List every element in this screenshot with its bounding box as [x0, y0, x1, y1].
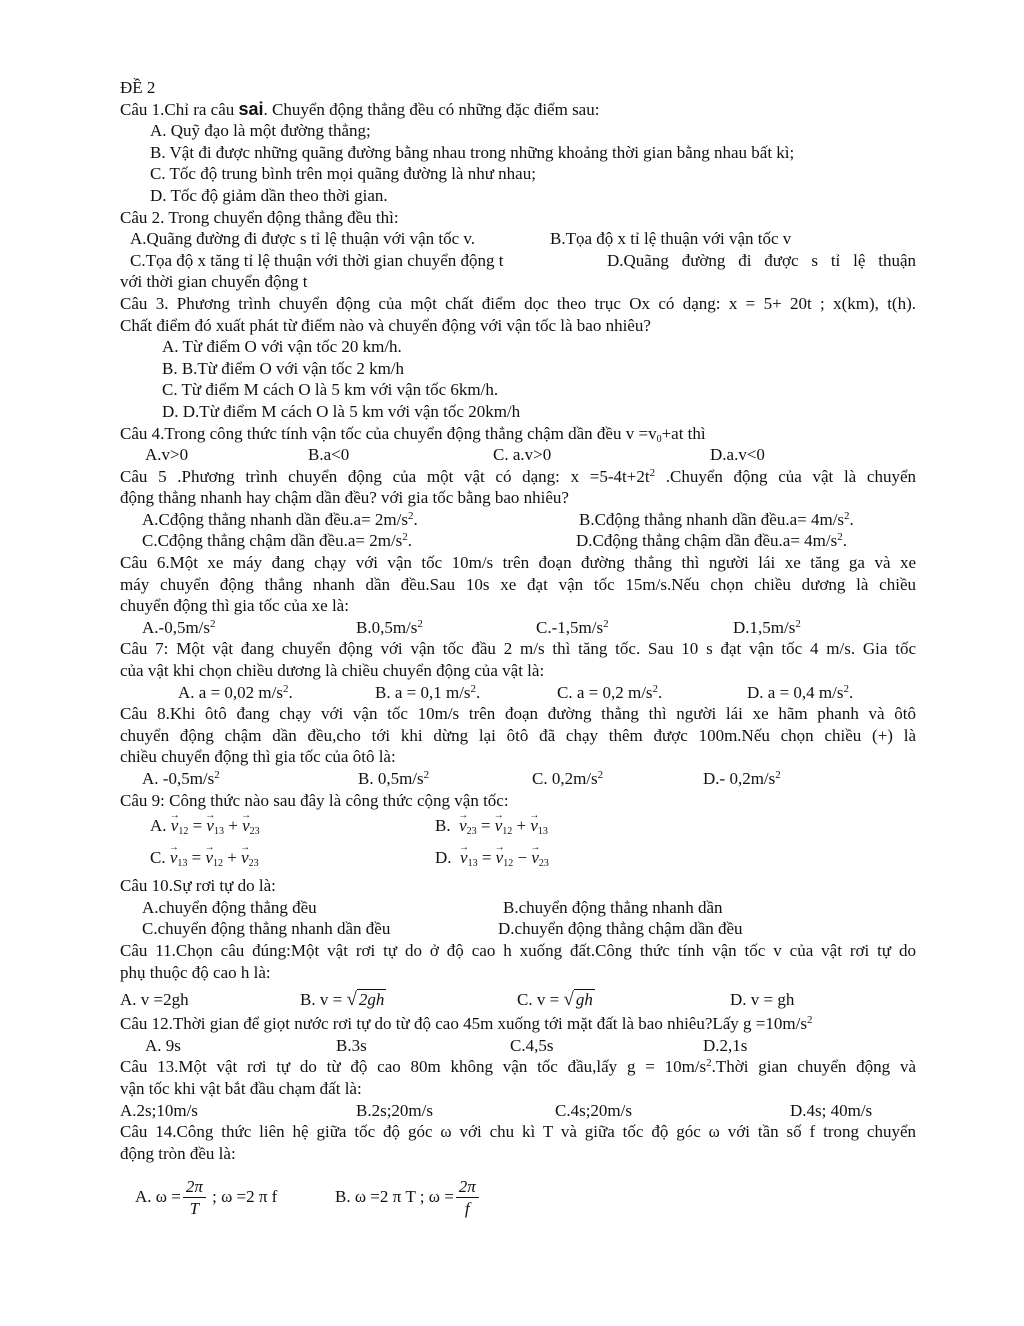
q11-c-radicand: gh: [575, 990, 593, 1010]
q9-b-plus: +: [512, 816, 531, 836]
q10-row-1: [120, 897, 916, 919]
q7-option-b: [375, 682, 480, 704]
q11-c-text: C. v =: [517, 990, 564, 1010]
q9-option-b: [435, 815, 548, 837]
q13-options: [120, 1100, 916, 1122]
q2-option-d-cont: với thời gian chuyển động t: [120, 272, 308, 292]
question-8-stem: Câu 8.Khi ôtô đang chạy với vận tốc 10m/s trên đoạn đường thẳng thì người lái xe hãm phanh và ôtô: [120, 704, 916, 724]
q5-option-c: [142, 530, 412, 552]
q12-options: [120, 1035, 916, 1057]
q4-options: [120, 444, 916, 466]
q9-a-eq: =: [188, 816, 207, 836]
q11-options: [120, 985, 916, 1013]
q5-b-exp: 2: [844, 509, 850, 522]
q9-b-label: B.: [435, 816, 451, 836]
q8-b-text: B. 0,5m/s: [358, 769, 424, 788]
q14-option-b: [335, 1172, 481, 1222]
q9-c-label: C.: [150, 848, 166, 868]
q11-b-sqrt: [346, 989, 386, 1011]
question-9-stem: Câu 9: Công thức nào sau đây là công thức cộng vận tốc:: [120, 790, 509, 810]
q6-d-exp: 2: [795, 617, 801, 630]
q11-b-text: B. v =: [300, 990, 347, 1010]
q5-option-d: [576, 530, 847, 552]
question-14-stem-cont: động tròn đều là:: [120, 1143, 236, 1163]
q5-stem-text: Câu 5 .Phương trình chuyển động của một vật có dạng: x =5-4t+2t: [120, 466, 650, 486]
question-6-stem: Câu 6.Một xe máy đang chạy với vận tốc 10m/s trên đoạn đường thẳng thì người lái xe tăng ga và xe: [120, 553, 916, 573]
q5-option-b: [579, 509, 854, 531]
q11-option-b: [300, 989, 386, 1011]
q14-b-text: B. ω =2 π T ; ω =: [335, 1187, 454, 1207]
q14-options: [120, 1172, 916, 1222]
question-14-stem: Câu 14.Công thức liên hệ giữa tốc độ góc ω với chu kì T và giữa tốc độ góc ω với tần số f trong chuyển: [120, 1122, 916, 1142]
q2-option-b: B.Tọa độ x tỉ lệ thuận với vận tốc v: [550, 229, 792, 249]
question-13-stem-cont: vận tốc khi vật bắt đầu chạm đất là:: [120, 1078, 362, 1098]
q6-option-b: [356, 617, 423, 639]
q6-b-exp: 2: [417, 617, 423, 630]
q12-option-b: B.3s: [336, 1035, 367, 1055]
q4-option-a: A.v>0: [145, 445, 189, 465]
q13-option-d: D.4s; 40m/s: [790, 1100, 873, 1120]
q8-d-exp: 2: [775, 769, 781, 781]
q8-option-c: [532, 768, 603, 790]
q14-a-text: A. ω =: [135, 1187, 181, 1207]
q2-option-d: D.Quãng đường đi được s tỉ lệ thuận: [607, 250, 916, 270]
q8-b-exp: 2: [423, 769, 430, 781]
q9-c-sub-1: 13: [177, 858, 188, 870]
q5-row-1: [120, 509, 916, 531]
q8-option-a: [142, 768, 220, 790]
q2-row-2: [120, 250, 916, 272]
q12-option-d: D.2,1s: [703, 1035, 748, 1055]
q9-a-vec-1: → v: [171, 815, 179, 837]
q7-option-d: [747, 682, 853, 704]
q6-c-exp: 2: [603, 617, 609, 630]
q6-c-text: C.-1,5m/s: [536, 617, 604, 637]
q5-a-exp: 2: [407, 509, 414, 522]
question-7-stem: Câu 7: Một vật đang chuyển động với vận tốc đầu 2 m/s thì tăng tốc. Sau 10 s đạt vận tốc 4 m/s. Gia tốc: [120, 639, 916, 659]
q11-c-sqrt: [563, 989, 594, 1011]
q1-suffix: . Chuyển động thẳng đều có những đặc điểm sau:: [263, 99, 600, 119]
q9-c-vec-3: → v: [241, 847, 249, 869]
q9-d-sub-3: 23: [538, 858, 549, 870]
exam-title: ĐỀ 2: [120, 78, 156, 97]
q9-d-vec-2: → v: [496, 847, 504, 869]
q6-option-a: [142, 617, 216, 639]
q6-options: [120, 617, 916, 639]
q1-option-b: B. Vật đi được những quãng đường bằng nhau trong những khoảng thời gian bằng nhau bất kì;: [150, 142, 795, 162]
q6-d-text: D.1,5m/s: [733, 617, 796, 637]
question-7-stem-cont: của vật khi chọn chiều dương là chiều chuyển động của vật là:: [120, 661, 545, 681]
q7-d-exp: 2: [843, 682, 849, 695]
q7-a-dot: .: [288, 682, 293, 702]
q8-d-text: D.- 0,2m/s: [703, 769, 776, 788]
q1-bold-word: sai: [238, 98, 264, 119]
q4-option-d: D.a.v<0: [710, 445, 765, 465]
q7-b-dot: .: [476, 682, 481, 702]
q5-d-exp: 2: [837, 531, 843, 544]
q13-stem-text: Câu 13.Một vật rơi tự do từ độ cao 80m không vận tốc đầu,lấy g = 10m/s: [120, 1057, 707, 1077]
q5-stem-end: .Chuyển động của vật là chuyển: [655, 466, 916, 486]
q7-options: [120, 682, 916, 704]
q9-c-eq: =: [187, 848, 206, 868]
question-8-stem-end: chiều chuyển động thì gia tốc của ôtô là:: [120, 747, 396, 767]
q10-option-d: D.chuyển động thẳng chậm dần đều: [498, 919, 743, 939]
q9-a-vec-3: → v: [242, 815, 250, 837]
q9-option-c: [150, 847, 259, 869]
q9-option-d: [435, 847, 549, 869]
q7-option-c: [557, 682, 662, 704]
question-2-stem: Câu 2. Trong chuyển động thẳng đều thì:: [120, 207, 399, 227]
q6-b-text: B.0,5m/s: [356, 617, 418, 637]
q14-a-denominator: T: [189, 1198, 200, 1218]
q3-option-d: D. D.Từ điểm M cách O là 5 km với vận tốc 20km/h: [162, 401, 521, 421]
q14-b-fraction: [456, 1177, 479, 1220]
q7-a-exp: 2: [282, 682, 289, 695]
exam-content: [120, 77, 916, 1222]
q5-c-exp: 2: [402, 531, 408, 544]
q3-option-c: C. Từ điểm M cách O là 5 km với vận tốc 6km/h.: [162, 380, 499, 400]
q9-d-sub-2: 12: [503, 858, 514, 870]
q10-option-b: B.chuyển động thẳng nhanh dần: [503, 897, 723, 917]
q10-option-c: C.chuyển động thẳng nhanh dần đều: [142, 919, 391, 939]
q9-d-eq: =: [477, 848, 496, 868]
q12-stem-text: Câu 12.Thời gian để giọt nước rơi tự do từ độ cao 45m xuống tới mặt đất là bao nhiêu?Lấy g =10m/s: [120, 1014, 807, 1034]
q8-a-exp: 2: [214, 769, 220, 781]
q5-a-dot: .: [413, 509, 418, 529]
question-13-stem: [120, 1056, 916, 1078]
q9-c-sub-2: 12: [213, 858, 224, 870]
question-3-stem-cont: Chất điểm đó xuất phát từ điểm nào và chuyển động với vận tốc là bao nhiêu?: [120, 315, 651, 335]
q9-b-vec-3: → v: [530, 815, 538, 837]
q1-option-c: C. Tốc độ trung bình trên mọi quãng đường là như nhau;: [150, 164, 536, 184]
q7-option-a: [178, 682, 293, 704]
q9-c-vec-1: → v: [170, 847, 178, 869]
q9-b-eq: =: [476, 816, 495, 836]
q4-stem-end: +at thì: [661, 423, 706, 443]
q9-a-vec-2: → v: [206, 815, 214, 837]
question-5-stem: [120, 466, 916, 488]
q14-b-denominator: f: [464, 1198, 470, 1218]
question-10-stem: Câu 10.Sự rơi tự do là:: [120, 876, 276, 896]
q9-row-2: [120, 847, 916, 875]
q8-option-b: [358, 768, 429, 790]
q7-d-dot: .: [848, 682, 854, 702]
q4-subscript: 0: [656, 433, 662, 445]
q13-option-a: A.2s;10m/s: [120, 1100, 198, 1120]
q3-option-b: B. B.Từ điểm O với vận tốc 2 km/h: [162, 358, 405, 378]
q11-option-c: [517, 989, 595, 1011]
q11-option-a: A. v =2gh: [120, 990, 189, 1010]
q9-d-vec-3: → v: [531, 847, 539, 869]
q9-a-label: A.: [150, 816, 167, 836]
q9-a-sub-3: 23: [249, 826, 260, 838]
q5-c-dot: .: [407, 531, 413, 551]
q7-b-text: B. a = 0,1 m/s: [375, 682, 471, 702]
q9-b-sub-1: 23: [466, 826, 477, 838]
q9-b-vec-1: → v: [459, 815, 467, 837]
q7-c-text: C. a = 0,2 m/s: [557, 682, 653, 702]
question-6-stem-end: chuyển động thì gia tốc của xe là:: [120, 596, 349, 616]
question-11-stem: Câu 11.Chọn câu đúng:Một vật rơi tự do ở độ cao h xuống đất.Công thức tính vận tốc v của vật rơi tự do: [120, 940, 916, 960]
question-6-stem-cont: máy chuyển động thẳng nhanh dần đều.Sau 10s xe đạt vận tốc 15m/s.Nếu chọn chiều dương là chiều: [120, 574, 916, 594]
q2-row-1: [120, 228, 916, 250]
q7-c-dot: .: [658, 682, 663, 702]
q1-option-a: A. Quỹ đạo là một đường thẳng;: [150, 121, 371, 141]
radical-icon: √: [563, 989, 574, 1011]
q9-c-plus: +: [223, 848, 242, 868]
q9-a-sub-1: 12: [178, 826, 189, 838]
q12-option-c: C.4,5s: [510, 1035, 554, 1055]
question-8-stem-cont: chuyển động chậm dần đều,cho tới khi dừng lại ôtô đã chạy thêm được 100m.Nếu chọn chiều (+) là: [120, 725, 916, 745]
q7-b-exp: 2: [470, 682, 477, 695]
q9-b-sub-3: 13: [537, 826, 548, 838]
q5-c-text: C.Cđộng thẳng chậm dần đều.a= 2m/s: [142, 531, 403, 551]
question-5-stem-cont: động thẳng nhanh hay chậm dần đều? với gia tốc bằng bao nhiêu?: [120, 488, 569, 508]
q9-a-sub-2: 13: [213, 826, 224, 838]
q7-a-text: A. a = 0,02 m/s: [178, 682, 283, 702]
q4-option-c: C. a.v>0: [493, 445, 552, 465]
q13-stem-end: .Thời gian chuyển động và: [711, 1057, 916, 1077]
question-12-stem: [120, 1013, 916, 1035]
q2-option-c: C.Tọa độ x tăng tỉ lệ thuận với thời gian chuyển động t: [130, 250, 504, 270]
radical-icon: √: [346, 989, 357, 1011]
q6-option-c: [536, 617, 609, 639]
q8-option-d: [703, 768, 781, 790]
q4-stem-text: Câu 4.Trong công thức tính vận tốc của chuyển động thẳng chậm dần đều v =v: [120, 423, 657, 443]
question-3-stem: Câu 3. Phương trình chuyển động của một chất điểm dọc theo trục Ox có dạng: x = 5+ 20t ; x(km), t(h).: [120, 293, 916, 313]
q3-option-a: A. Từ điểm O với vận tốc 20 km/h.: [162, 337, 402, 357]
q8-options: [120, 768, 916, 790]
q9-c-vec-2: → v: [205, 847, 213, 869]
q14-b-numerator: 2π: [456, 1177, 479, 1198]
q9-d-minus: −: [513, 848, 532, 868]
question-4-stem: [120, 423, 916, 445]
q2-option-a: A.Quãng đường đi được s tỉ lệ thuận với vận tốc v.: [130, 229, 476, 249]
q5-option-a: [142, 509, 418, 531]
q9-b-sub-2: 12: [502, 826, 513, 838]
q1-option-d: D. Tốc độ giảm dần theo thời gian.: [150, 185, 388, 205]
q14-a-numerator: 2π: [183, 1177, 206, 1198]
q13-option-b: B.2s;20m/s: [356, 1100, 433, 1120]
q8-c-text: C. 0,2m/s: [532, 769, 598, 788]
q5-b-dot: .: [849, 509, 854, 529]
q8-c-exp: 2: [597, 769, 604, 781]
q5-b-text: B.Cđộng thẳng nhanh dần đều.a= 4m/s: [579, 509, 845, 529]
q5-superscript: 2: [649, 466, 656, 479]
q12-exp: 2: [806, 1014, 813, 1027]
q10-option-a: A.chuyển động thẳng đều: [142, 897, 317, 917]
q5-d-dot: .: [842, 531, 847, 551]
question-1-stem: [120, 99, 916, 121]
q5-d-text: D.Cđộng thẳng chậm dần đều.a= 4m/s: [576, 531, 838, 551]
q9-d-sub-1: 13: [467, 858, 478, 870]
q14-a-fraction: [183, 1177, 206, 1220]
q9-option-a: [150, 815, 260, 837]
q10-row-2: [120, 918, 916, 940]
q9-c-sub-3: 23: [248, 858, 259, 870]
question-11-stem-cont: phụ thuộc độ cao h là:: [120, 962, 271, 982]
q13-option-c: C.4s;20m/s: [555, 1100, 632, 1120]
q5-row-2: [120, 530, 916, 552]
q14-option-a: [135, 1172, 277, 1222]
q9-d-label: D.: [435, 848, 452, 868]
q9-d-vec-1: → v: [460, 847, 468, 869]
q4-option-b: B.a<0: [308, 445, 350, 465]
q6-option-d: [733, 617, 801, 639]
q5-a-text: A.Cđộng thẳng nhanh dần đều.a= 2m/s: [142, 509, 408, 529]
q8-a-text: A. -0,5m/s: [142, 769, 215, 788]
q12-option-a: A. 9s: [145, 1035, 181, 1055]
q14-a-rest: ; ω =2 π f: [207, 1187, 278, 1207]
q13-exp: 2: [706, 1057, 712, 1070]
q6-a-text: A.-0,5m/s: [142, 617, 210, 637]
q7-d-text: D. a = 0,4 m/s: [747, 682, 844, 702]
q7-c-exp: 2: [652, 682, 659, 695]
q11-option-d: D. v = gh: [730, 990, 795, 1010]
q9-a-plus: +: [223, 816, 243, 836]
q6-a-exp: 2: [210, 617, 216, 630]
q9-b-vec-2: → v: [495, 815, 503, 837]
q11-b-radicand: 2gh: [358, 990, 385, 1010]
q1-prefix: Câu 1.Chỉ ra câu: [120, 99, 239, 119]
